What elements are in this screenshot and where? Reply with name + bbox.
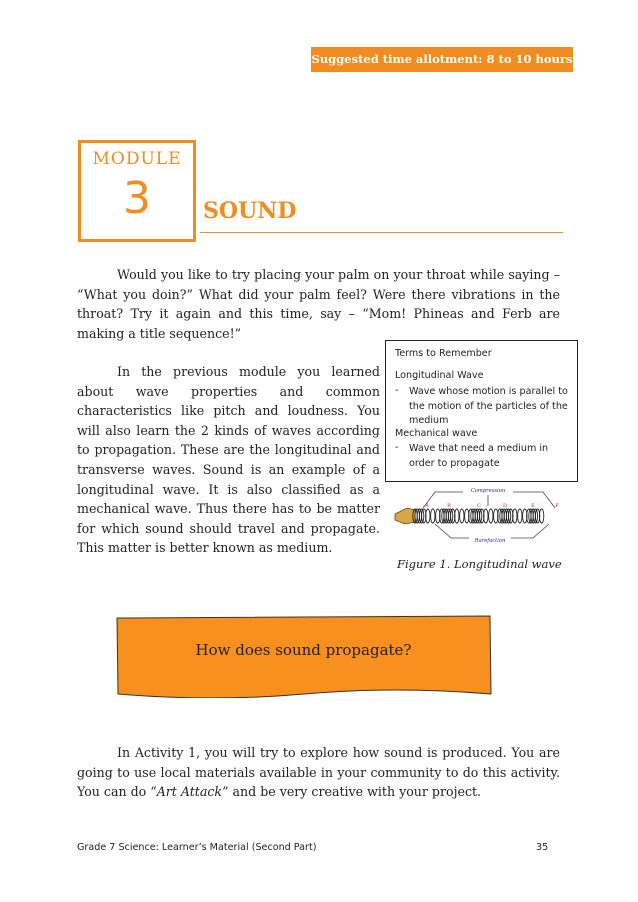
spring-coil	[489, 509, 493, 523]
spring-coil	[431, 509, 435, 523]
terms-to-remember-box	[385, 340, 578, 482]
page-title: SOUND	[203, 198, 297, 224]
footer-course-title: Grade 7 Science: Learner’s Material (Second Part)	[77, 842, 317, 853]
spring-coil	[518, 509, 522, 523]
compression-bracket-left	[423, 492, 463, 508]
title-underline	[200, 232, 563, 233]
intro-paragraph: Would you like to try placing your palm on your throat while saying – “What you doin?” What did your palm feel? Were there vibrations in the throat? Try it again and this time, say – “Mom! Phineas and Ferb are making a title sequence!”	[77, 267, 560, 341]
spring-coil	[460, 509, 464, 523]
activity-text-end: ” and be very creative with your project.	[222, 784, 482, 800]
rarefaction-bracket-right	[511, 524, 549, 538]
bullet-dash: -	[395, 442, 399, 453]
module-number: 3	[123, 173, 151, 224]
longitudinal-wave-figure	[393, 484, 569, 548]
definition-mechanical-wave	[395, 442, 573, 471]
spring-coils	[413, 509, 544, 523]
definition-text: Wave that need a medium in order to propagate	[409, 443, 549, 469]
compression-label: Compression	[470, 488, 506, 494]
definition-longitudinal-wave	[395, 385, 573, 429]
activity-text-start: In Activity 1, you will try to explore how sound is produced. You are going to use local materials available in your community to do this activity. You can do “	[77, 745, 560, 800]
term-longitudinal-wave: Longitudinal Wave	[395, 370, 484, 381]
point-label-b: B	[447, 503, 451, 509]
term-mechanical-wave: Mechanical wave	[395, 428, 478, 439]
rarefaction-bracket-left	[435, 524, 469, 538]
definition-text: Wave whose motion is parallel to the motion of the particles of the medium	[409, 386, 568, 426]
module-box	[78, 140, 196, 242]
previous-module-paragraph: In the previous module you learned about wave properties and common characteristics like pitch and loudness. You will also learn the 2 kinds of waves according to propagation. These are the longitudinal and transverse waves. Sound is an example of a longitudinal wave. It is also classified as a mechanical wave. Thus there has to be matter for which sound should travel and propagate. This matter is better known as medium.	[77, 364, 380, 556]
page-number: 35	[536, 842, 549, 853]
art-attack-italic: Art Attack	[156, 784, 223, 800]
callout-question: How does sound propagate?	[195, 641, 412, 659]
point-label-a: A	[425, 503, 429, 509]
activity-paragraph	[77, 743, 560, 802]
point-label-f: F	[555, 503, 559, 509]
module-label: MODULE	[92, 149, 182, 169]
terms-heading: Terms to Remember	[395, 348, 492, 359]
point-label-c: C	[477, 503, 481, 509]
hand-icon	[395, 508, 415, 524]
point-label-d: D	[502, 503, 508, 509]
figure-caption: Figure 1. Longitudinal wave	[397, 557, 562, 571]
point-labels	[424, 503, 559, 509]
point-label-e: E	[531, 503, 535, 509]
bullet-dash: -	[395, 385, 399, 396]
rarefaction-label: Rarefaction	[474, 538, 506, 544]
time-allotment-badge: Suggested time allotment: 8 to 10 hours	[311, 47, 573, 72]
